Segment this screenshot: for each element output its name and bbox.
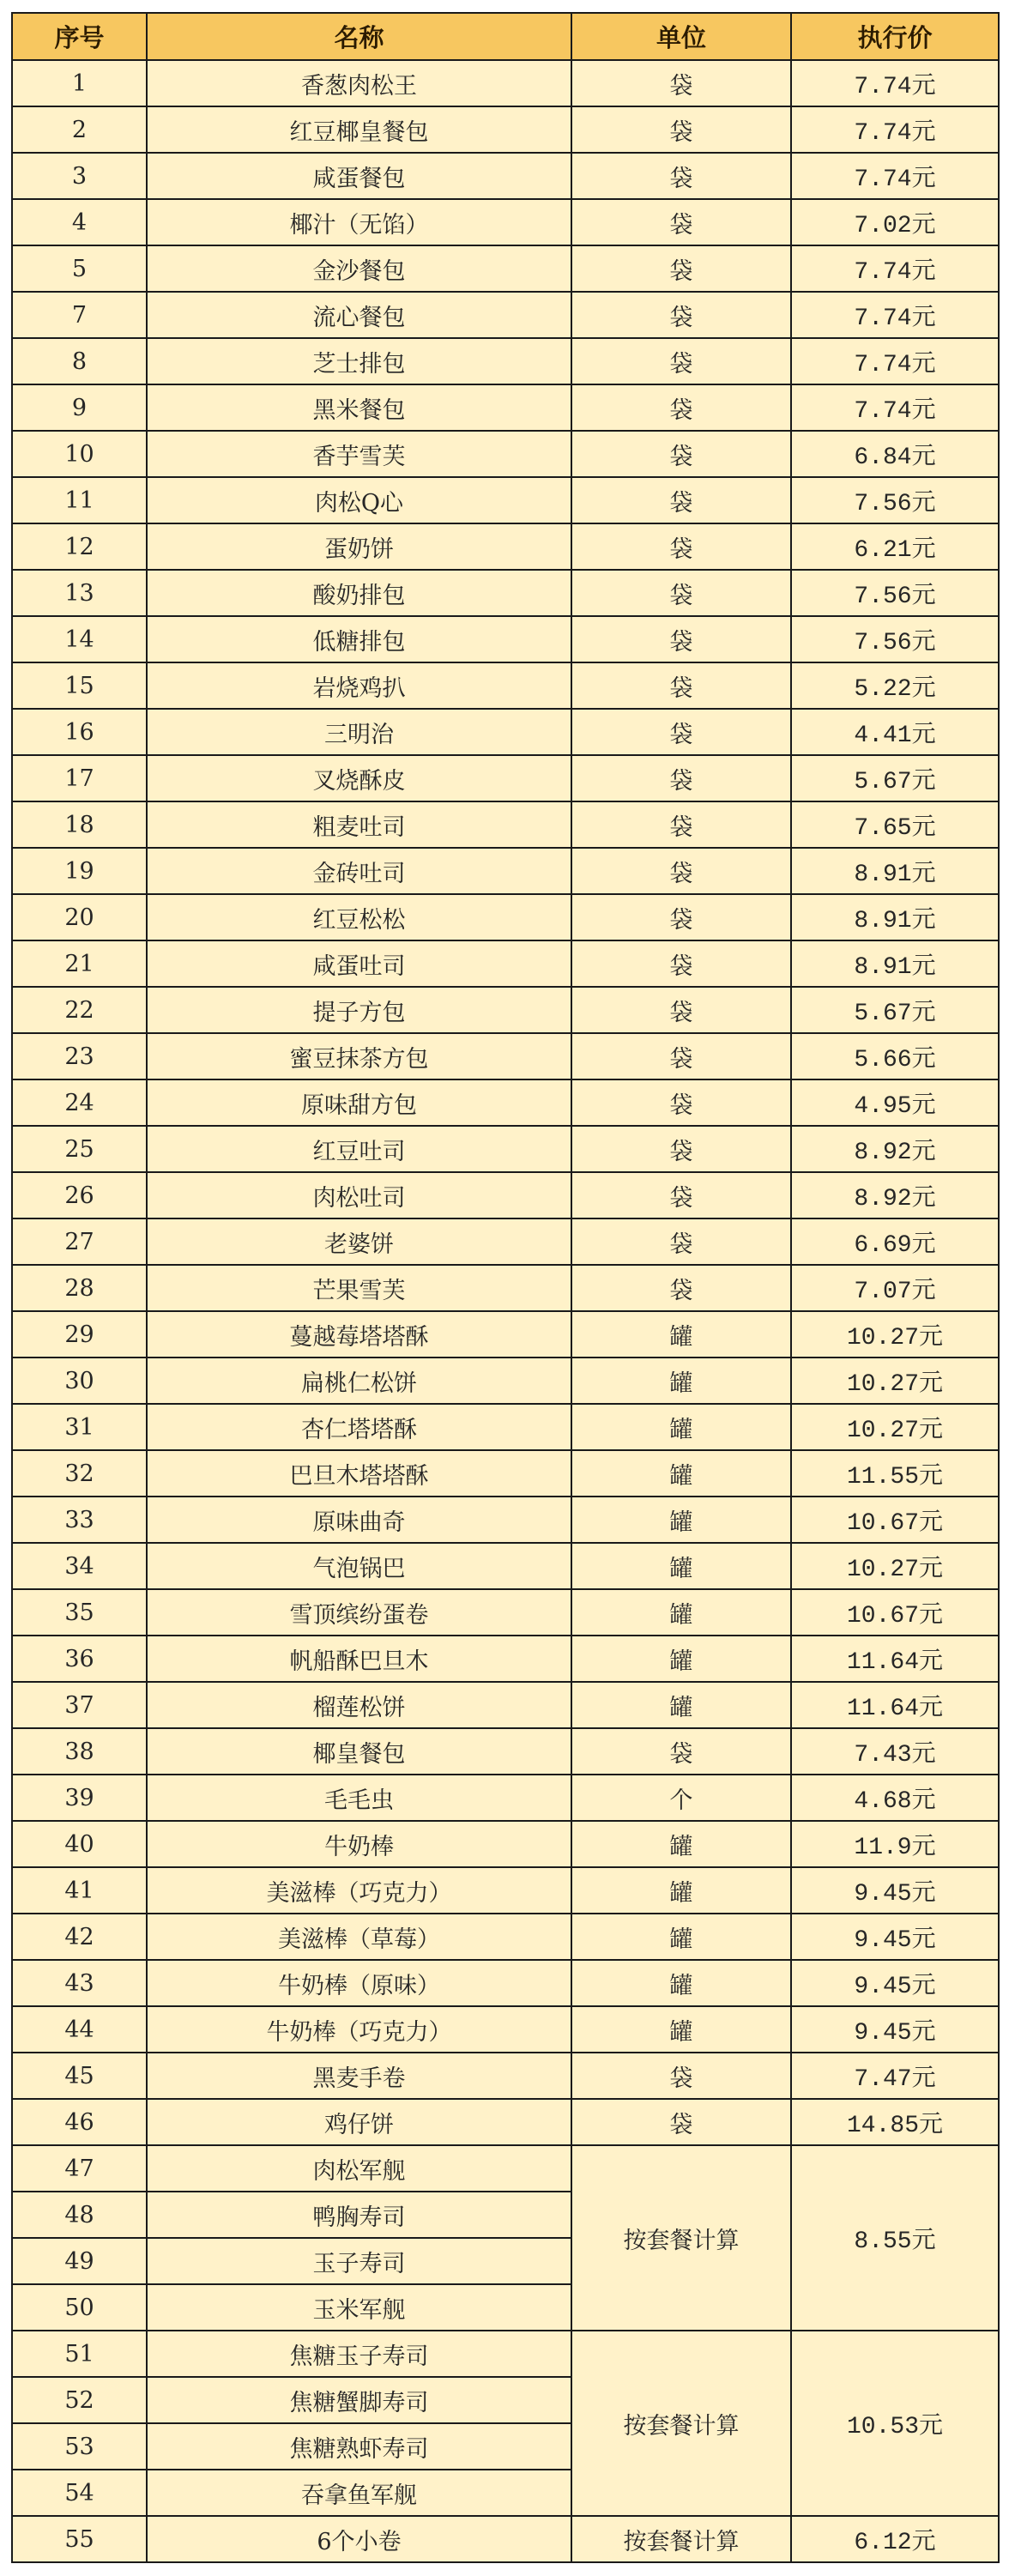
row-price: 7.74元 <box>791 106 999 153</box>
row-no: 11 <box>12 477 147 523</box>
row-unit: 袋 <box>571 848 791 894</box>
row-no: 44 <box>12 2006 147 2053</box>
header-row <box>12 13 999 60</box>
table-row <box>12 1960 999 2006</box>
table-row <box>12 616 999 662</box>
row-no: 18 <box>12 801 147 848</box>
row-name: 岩烧鸡扒 <box>147 662 571 709</box>
row-no: 48 <box>12 2192 147 2238</box>
row-name: 咸蛋吐司 <box>147 940 571 987</box>
row-no: 37 <box>12 1682 147 1728</box>
row-unit: 袋 <box>571 60 791 106</box>
row-no: 2 <box>12 106 147 153</box>
row-name: 原味曲奇 <box>147 1497 571 1543</box>
table-row <box>12 709 999 755</box>
row-price: 6.21元 <box>791 523 999 570</box>
row-no: 10 <box>12 431 147 477</box>
row-no: 47 <box>12 2145 147 2192</box>
header-unit: 单位 <box>571 13 791 60</box>
row-no: 21 <box>12 940 147 987</box>
row-price: 10.67元 <box>791 1497 999 1543</box>
row-name: 焦糖蟹脚寿司 <box>147 2377 571 2423</box>
row-no: 14 <box>12 616 147 662</box>
row-price: 11.64元 <box>791 1636 999 1682</box>
row-name: 毛毛虫 <box>147 1775 571 1821</box>
row-name: 流心餐包 <box>147 292 571 338</box>
table-row <box>12 338 999 384</box>
row-price: 7.74元 <box>791 292 999 338</box>
table-row <box>12 1033 999 1079</box>
row-price: 5.67元 <box>791 987 999 1033</box>
table-row <box>12 1265 999 1311</box>
row-no: 19 <box>12 848 147 894</box>
row-name: 老婆饼 <box>147 1218 571 1265</box>
row-unit: 袋 <box>571 755 791 801</box>
row-price: 10.27元 <box>791 1311 999 1358</box>
table-row <box>12 106 999 153</box>
row-name: 金沙餐包 <box>147 245 571 292</box>
row-no: 17 <box>12 755 147 801</box>
row-unit: 罐 <box>571 1682 791 1728</box>
table-row <box>12 1358 999 1404</box>
row-no: 26 <box>12 1172 147 1218</box>
row-no: 20 <box>12 894 147 940</box>
table-row <box>12 755 999 801</box>
row-no: 1 <box>12 60 147 106</box>
row-price: 4.41元 <box>791 709 999 755</box>
row-name: 提子方包 <box>147 987 571 1033</box>
row-name: 香葱肉松王 <box>147 60 571 106</box>
table-row <box>12 384 999 431</box>
table-row <box>12 1497 999 1543</box>
row-no: 32 <box>12 1450 147 1497</box>
row-price: 9.45元 <box>791 2006 999 2053</box>
row-name: 肉松军舰 <box>147 2145 571 2192</box>
row-name: 雪顶缤纷蛋卷 <box>147 1589 571 1636</box>
row-no: 27 <box>12 1218 147 1265</box>
row-no: 49 <box>12 2238 147 2284</box>
table-row <box>12 60 999 106</box>
row-unit: 袋 <box>571 1079 791 1126</box>
row-no: 25 <box>12 1126 147 1172</box>
row-no: 31 <box>12 1404 147 1450</box>
row-unit: 袋 <box>571 2053 791 2099</box>
row-unit: 袋 <box>571 523 791 570</box>
table-row <box>12 987 999 1033</box>
row-price: 7.74元 <box>791 153 999 199</box>
row-name: 黑米餐包 <box>147 384 571 431</box>
row-unit: 罐 <box>571 1311 791 1358</box>
row-price: 6.84元 <box>791 431 999 477</box>
row-name: 玉子寿司 <box>147 2238 571 2284</box>
row-unit: 罐 <box>571 1543 791 1589</box>
table-row <box>12 1589 999 1636</box>
row-unit: 个 <box>571 1775 791 1821</box>
row-name: 粗麦吐司 <box>147 801 571 848</box>
table-header <box>12 13 999 60</box>
table-row <box>12 1404 999 1450</box>
row-unit: 袋 <box>571 2099 791 2145</box>
row-name: 杏仁塔塔酥 <box>147 1404 571 1450</box>
row-name: 红豆松松 <box>147 894 571 940</box>
table-row <box>12 1543 999 1589</box>
row-price: 7.43元 <box>791 1728 999 1775</box>
table-row <box>12 2331 999 2377</box>
row-unit: 罐 <box>571 1960 791 2006</box>
row-unit: 罐 <box>571 1589 791 1636</box>
row-name: 牛奶棒 <box>147 1821 571 1867</box>
row-price: 6.12元 <box>791 2516 999 2562</box>
row-price: 7.74元 <box>791 384 999 431</box>
row-unit: 袋 <box>571 384 791 431</box>
row-price: 10.67元 <box>791 1589 999 1636</box>
row-no: 46 <box>12 2099 147 2145</box>
row-name: 鸭胸寿司 <box>147 2192 571 2238</box>
row-no: 4 <box>12 199 147 245</box>
row-name: 鸡仔饼 <box>147 2099 571 2145</box>
table-row <box>12 1728 999 1775</box>
row-no: 43 <box>12 1960 147 2006</box>
row-price: 7.74元 <box>791 60 999 106</box>
row-price: 7.74元 <box>791 338 999 384</box>
row-unit: 罐 <box>571 1636 791 1682</box>
row-no: 22 <box>12 987 147 1033</box>
row-unit: 袋 <box>571 477 791 523</box>
row-unit: 罐 <box>571 1450 791 1497</box>
table-row <box>12 1079 999 1126</box>
row-name: 帆船酥巴旦木 <box>147 1636 571 1682</box>
row-unit: 袋 <box>571 292 791 338</box>
row-unit: 罐 <box>571 1497 791 1543</box>
table-row <box>12 1867 999 1914</box>
row-name: 吞拿鱼军舰 <box>147 2470 571 2516</box>
row-name: 气泡锅巴 <box>147 1543 571 1589</box>
table-row <box>12 894 999 940</box>
table-row <box>12 292 999 338</box>
row-price: 4.95元 <box>791 1079 999 1126</box>
row-name: 蜜豆抹茶方包 <box>147 1033 571 1079</box>
table-row <box>12 523 999 570</box>
table-row <box>12 2099 999 2145</box>
row-price: 7.56元 <box>791 477 999 523</box>
row-name: 红豆吐司 <box>147 1126 571 1172</box>
group-price: 8.55元 <box>791 2145 999 2331</box>
row-unit: 袋 <box>571 662 791 709</box>
group-unit: 按套餐计算 <box>571 2145 791 2331</box>
row-name: 椰汁（无馅） <box>147 199 571 245</box>
row-unit: 袋 <box>571 431 791 477</box>
table-row <box>12 199 999 245</box>
row-price: 8.92元 <box>791 1126 999 1172</box>
row-name: 原味甜方包 <box>147 1079 571 1126</box>
row-unit: 袋 <box>571 801 791 848</box>
row-price: 7.56元 <box>791 616 999 662</box>
row-name: 蛋奶饼 <box>147 523 571 570</box>
row-price: 8.91元 <box>791 940 999 987</box>
row-name: 咸蛋餐包 <box>147 153 571 199</box>
table-row <box>12 1636 999 1682</box>
row-no: 53 <box>12 2423 147 2470</box>
row-name: 蔓越莓塔塔酥 <box>147 1311 571 1358</box>
row-no: 40 <box>12 1821 147 1867</box>
row-name: 红豆椰皇餐包 <box>147 106 571 153</box>
row-name: 香芋雪芙 <box>147 431 571 477</box>
row-unit: 袋 <box>571 153 791 199</box>
row-name: 金砖吐司 <box>147 848 571 894</box>
table-row <box>12 1821 999 1867</box>
row-price: 9.45元 <box>791 1867 999 1914</box>
row-no: 55 <box>12 2516 147 2562</box>
row-no: 24 <box>12 1079 147 1126</box>
row-name: 肉松吐司 <box>147 1172 571 1218</box>
row-price: 14.85元 <box>791 2099 999 2145</box>
row-unit: 罐 <box>571 1821 791 1867</box>
row-price: 8.91元 <box>791 894 999 940</box>
row-no: 54 <box>12 2470 147 2516</box>
row-price: 7.47元 <box>791 2053 999 2099</box>
table-row <box>12 1126 999 1172</box>
row-unit: 袋 <box>571 1218 791 1265</box>
table-row <box>12 1682 999 1728</box>
row-no: 52 <box>12 2377 147 2423</box>
row-unit: 袋 <box>571 570 791 616</box>
row-unit: 袋 <box>571 709 791 755</box>
row-price: 7.65元 <box>791 801 999 848</box>
table-row <box>12 2516 999 2562</box>
row-name: 巴旦木塔塔酥 <box>147 1450 571 1497</box>
row-name: 酸奶排包 <box>147 570 571 616</box>
header-price: 执行价 <box>791 13 999 60</box>
row-name: 椰皇餐包 <box>147 1728 571 1775</box>
row-no: 41 <box>12 1867 147 1914</box>
row-unit: 袋 <box>571 1172 791 1218</box>
table-row <box>12 1172 999 1218</box>
row-unit: 袋 <box>571 106 791 153</box>
row-price: 10.27元 <box>791 1358 999 1404</box>
row-price: 5.22元 <box>791 662 999 709</box>
row-no: 5 <box>12 245 147 292</box>
table-row <box>12 477 999 523</box>
row-price: 9.45元 <box>791 1914 999 1960</box>
table-row <box>12 801 999 848</box>
row-name: 牛奶棒（原味） <box>147 1960 571 2006</box>
row-no: 29 <box>12 1311 147 1358</box>
row-no: 42 <box>12 1914 147 1960</box>
table-row <box>12 1775 999 1821</box>
row-no: 28 <box>12 1265 147 1311</box>
table-row <box>12 431 999 477</box>
row-price: 10.27元 <box>791 1543 999 1589</box>
row-unit: 袋 <box>571 1126 791 1172</box>
row-unit: 袋 <box>571 338 791 384</box>
header-no: 序号 <box>12 13 147 60</box>
row-no: 13 <box>12 570 147 616</box>
row-unit: 罐 <box>571 1914 791 1960</box>
row-name: 三明治 <box>147 709 571 755</box>
header-name: 名称 <box>147 13 571 60</box>
table-row <box>12 2006 999 2053</box>
row-no: 7 <box>12 292 147 338</box>
table-row <box>12 2053 999 2099</box>
table-row <box>12 1914 999 1960</box>
row-no: 15 <box>12 662 147 709</box>
row-no: 16 <box>12 709 147 755</box>
row-unit: 罐 <box>571 1867 791 1914</box>
row-no: 30 <box>12 1358 147 1404</box>
row-price: 11.55元 <box>791 1450 999 1497</box>
row-name: 美滋棒（草莓） <box>147 1914 571 1960</box>
row-no: 9 <box>12 384 147 431</box>
row-name: 叉烧酥皮 <box>147 755 571 801</box>
row-name: 芒果雪芙 <box>147 1265 571 1311</box>
row-unit: 袋 <box>571 940 791 987</box>
table-row <box>12 1450 999 1497</box>
row-name: 玉米军舰 <box>147 2284 571 2331</box>
row-unit: 罐 <box>571 2006 791 2053</box>
table-row <box>12 570 999 616</box>
table-row <box>12 1311 999 1358</box>
row-no: 38 <box>12 1728 147 1775</box>
row-price: 5.67元 <box>791 755 999 801</box>
price-table <box>11 12 1000 2563</box>
table-row <box>12 848 999 894</box>
row-unit: 袋 <box>571 1728 791 1775</box>
row-price: 7.02元 <box>791 199 999 245</box>
row-no: 3 <box>12 153 147 199</box>
row-name: 黑麦手卷 <box>147 2053 571 2099</box>
row-name: 肉松Q心 <box>147 477 571 523</box>
table-row <box>12 940 999 987</box>
row-unit: 袋 <box>571 894 791 940</box>
row-unit: 罐 <box>571 1404 791 1450</box>
row-no: 8 <box>12 338 147 384</box>
row-name: 焦糖玉子寿司 <box>147 2331 571 2377</box>
table-row <box>12 2145 999 2192</box>
table-row <box>12 153 999 199</box>
row-no: 51 <box>12 2331 147 2377</box>
row-no: 39 <box>12 1775 147 1821</box>
row-no: 35 <box>12 1589 147 1636</box>
row-no: 33 <box>12 1497 147 1543</box>
row-unit: 袋 <box>571 199 791 245</box>
row-no: 36 <box>12 1636 147 1682</box>
group-unit: 按套餐计算 <box>571 2331 791 2516</box>
row-price: 8.92元 <box>791 1172 999 1218</box>
row-name: 低糖排包 <box>147 616 571 662</box>
table-row <box>12 662 999 709</box>
row-no: 12 <box>12 523 147 570</box>
row-price: 11.64元 <box>791 1682 999 1728</box>
row-no: 50 <box>12 2284 147 2331</box>
row-name: 榴莲松饼 <box>147 1682 571 1728</box>
row-price: 8.91元 <box>791 848 999 894</box>
row-unit: 袋 <box>571 1265 791 1311</box>
row-price: 7.56元 <box>791 570 999 616</box>
row-name: 6个小卷 <box>147 2516 571 2562</box>
row-no: 45 <box>12 2053 147 2099</box>
row-price: 5.66元 <box>791 1033 999 1079</box>
row-name: 焦糖熟虾寿司 <box>147 2423 571 2470</box>
row-price: 9.45元 <box>791 1960 999 2006</box>
row-unit: 按套餐计算 <box>571 2516 791 2562</box>
row-price: 6.69元 <box>791 1218 999 1265</box>
row-price: 7.74元 <box>791 245 999 292</box>
group-price: 10.53元 <box>791 2331 999 2516</box>
row-name: 扁桃仁松饼 <box>147 1358 571 1404</box>
row-unit: 袋 <box>571 987 791 1033</box>
row-name: 芝士排包 <box>147 338 571 384</box>
table-body <box>12 60 999 2562</box>
table-row <box>12 1218 999 1265</box>
row-price: 7.07元 <box>791 1265 999 1311</box>
row-unit: 袋 <box>571 1033 791 1079</box>
row-unit: 罐 <box>571 1358 791 1404</box>
row-no: 23 <box>12 1033 147 1079</box>
row-price: 4.68元 <box>791 1775 999 1821</box>
table-row <box>12 245 999 292</box>
row-unit: 袋 <box>571 245 791 292</box>
row-name: 美滋棒（巧克力） <box>147 1867 571 1914</box>
row-price: 11.9元 <box>791 1821 999 1867</box>
row-unit: 袋 <box>571 616 791 662</box>
row-price: 10.27元 <box>791 1404 999 1450</box>
row-name: 牛奶棒（巧克力） <box>147 2006 571 2053</box>
row-no: 34 <box>12 1543 147 1589</box>
